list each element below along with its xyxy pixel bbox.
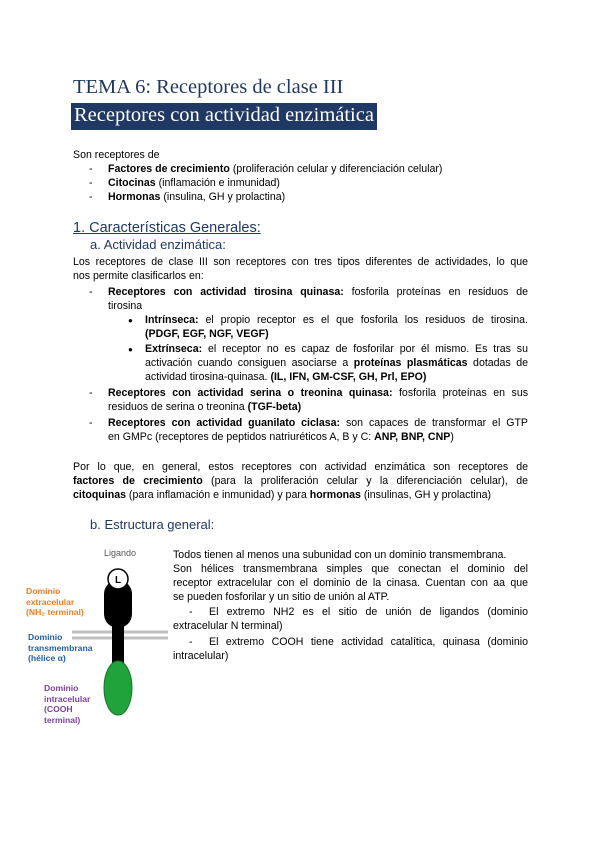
paragraph-line: nos permite clasificarlos en: <box>73 270 204 282</box>
list-item: Receptores con actividad tirosina quinasa: fosforila proteínas en residuos de <box>108 286 528 298</box>
list-item-cont: actividad tirosina-quinasa. (IL, IFN, GM-CSF, GH, Prl, EPO) <box>145 371 427 383</box>
structure-line: Todos tienen al menos una subunidad con un dominio transmembrana. <box>173 549 507 561</box>
summary-line: factores de crecimiento (para la proliferación celular y la diferenciación celular), de <box>73 475 528 487</box>
paragraph-line: Los receptores de clase III son receptores con tres tipos diferentes de actividades, lo que <box>73 256 528 268</box>
bullet-dot: ● <box>128 316 133 325</box>
list-item-cont: tirosina <box>108 300 143 312</box>
list-item: Receptores con actividad serina o treonina quinasa: fosforila proteínas en sus <box>108 387 529 399</box>
list-item: Intrínseca: el propio receptor es el que fosforila los residuos de tirosina. <box>145 314 528 326</box>
extracellular-label: Dominio extracelular (NH₂ terminal) <box>26 586 84 617</box>
list-item-dash: - <box>89 286 93 298</box>
list-item-cont: intracelular) <box>173 650 229 662</box>
intracellular-label: Dominio intracelular (COOH terminal) <box>44 683 91 725</box>
transmembrane-label: Dominio transmembrana (hélice α) <box>28 632 93 663</box>
structure-line: se pueden fosforilar y un sitio de unión al ATP. <box>173 591 390 603</box>
subsection-heading-a: a. Actividad enzimática: <box>90 237 226 252</box>
list-item-cont: residuos de serina o treonina (TGF-beta) <box>108 401 302 413</box>
section-heading: 1. Características Generales: <box>73 220 261 236</box>
page-title: TEMA 6: Receptores de clase III <box>73 76 344 98</box>
list-item-dash: - <box>189 606 193 618</box>
structure-line: Son hélices transmembrana simples que conectan el dominio del <box>173 563 528 575</box>
bullet-dot: ● <box>128 345 133 354</box>
intracellular-domain-shape <box>104 661 132 715</box>
subsection-heading-b: b. Estructura general: <box>90 517 215 532</box>
ligand-label: Ligando <box>104 548 137 558</box>
list-item-dash: - <box>89 387 93 399</box>
intro-lead: Son receptores de <box>73 149 160 161</box>
structure-line: receptor extracelular con el dominio de la cinasa. Cuentan con aa que <box>173 577 528 589</box>
list-item: El extremo NH2 es el sitio de unión de ligandos (dominio <box>209 606 528 618</box>
list-item-dash: - <box>89 191 93 203</box>
list-item: Receptores con actividad guanilato ciclasa: son capaces de transformar el GTP <box>108 417 528 429</box>
summary-line: Por lo que, en general, estos receptores con actividad enzimática son receptores de <box>73 461 528 473</box>
list-item: Citocinas (inflamación e inmunidad) <box>108 177 280 189</box>
page-subtitle: Receptores con actividad enzimática <box>71 103 377 130</box>
list-item: Extrínseca: el receptor no es capaz de fosforilar por él mismo. Es tras su <box>145 343 528 355</box>
list-item-dash: - <box>189 636 193 648</box>
list-item-cont: activación cuando consiguen asociarse a proteínas plasmáticas dotadas de <box>145 357 529 369</box>
list-item-cont: (PDGF, EGF, NGF, VEGF) <box>145 328 269 340</box>
list-item-cont: en GMPc (receptores de peptidos natriuréticos A, B y C: ANP, BNP, CNP) <box>108 431 454 443</box>
list-item: Factores de crecimiento (proliferación celular y diferenciación celular) <box>108 163 443 175</box>
list-item-dash: - <box>89 417 93 429</box>
list-item: El extremo COOH tiene actividad catalítica, quinasa (dominio <box>209 636 528 648</box>
list-item-dash: - <box>89 177 93 189</box>
transmembrane-helix-shape <box>112 626 124 666</box>
summary-line: citoquinas (para inflamación e inmunidad) y para hormonas (insulinas, GH y prolactina) <box>73 489 492 501</box>
ligand-letter: L <box>114 575 122 586</box>
list-item-cont: extracelular N terminal) <box>173 620 283 632</box>
list-item-dash: - <box>89 163 93 175</box>
list-item: Hormonas (insulina, GH y prolactina) <box>108 191 286 203</box>
